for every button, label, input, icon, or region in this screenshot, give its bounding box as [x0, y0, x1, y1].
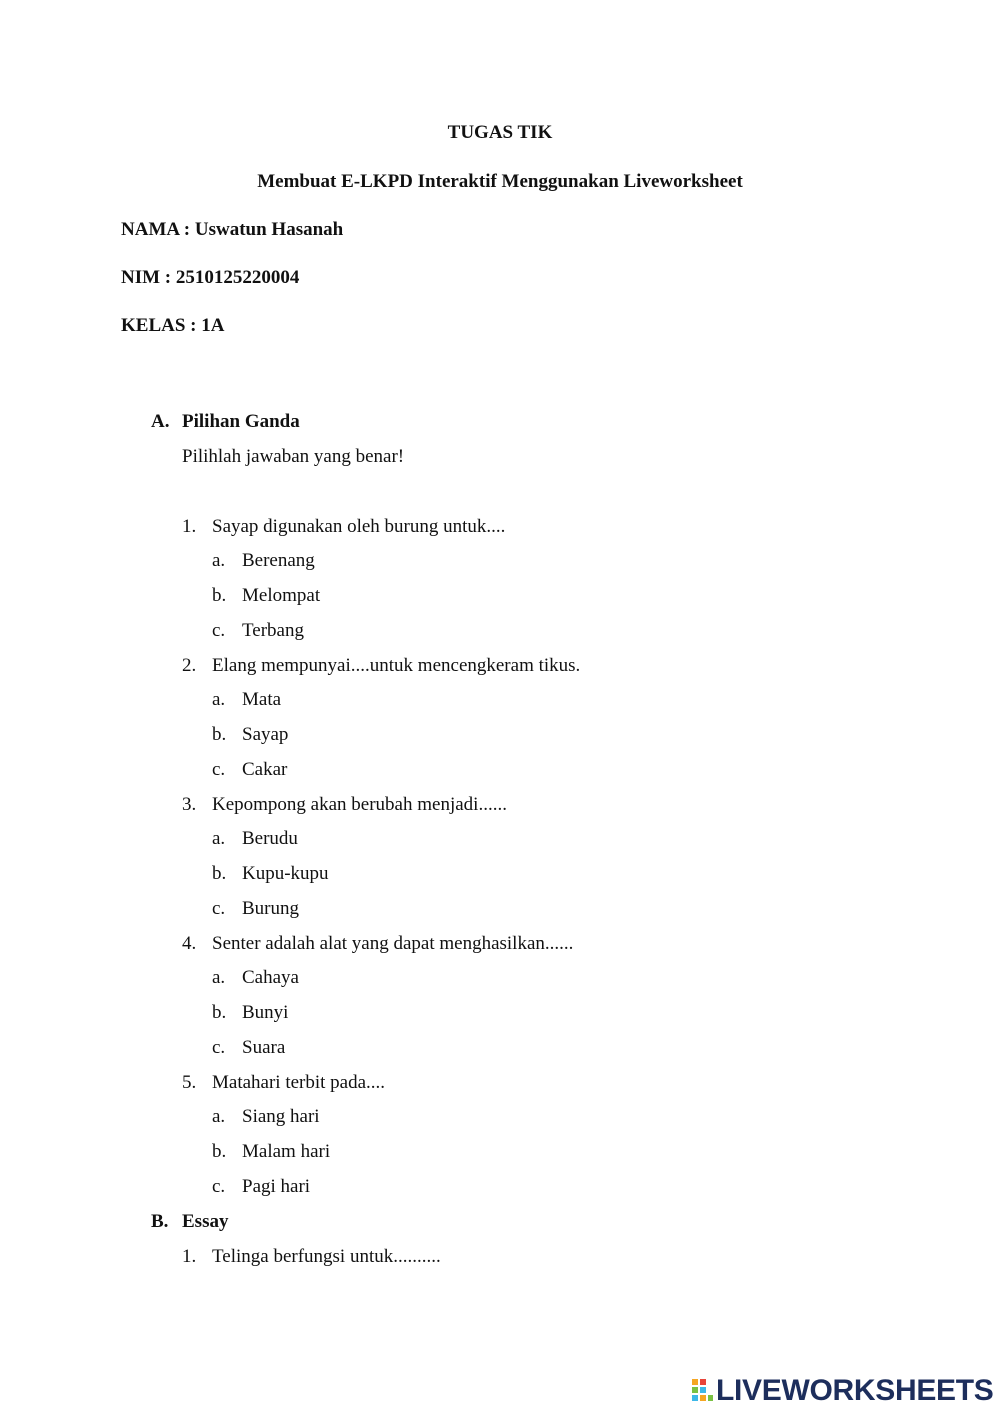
- option-text[interactable]: Siang hari: [242, 1106, 320, 1127]
- liveworksheets-logo-text: LIVEWORKSHEETS: [716, 1374, 994, 1407]
- section-b-title: Essay: [182, 1211, 229, 1232]
- option-letter: c.: [212, 620, 226, 641]
- option-text[interactable]: Sayap: [242, 724, 289, 745]
- liveworksheets-logo: [692, 1374, 994, 1408]
- option-letter: b.: [212, 1002, 227, 1023]
- question-number: 1.: [182, 516, 197, 537]
- question-number: 2.: [182, 655, 197, 676]
- option-letter: c.: [212, 1037, 226, 1058]
- section-b-marker: B.: [151, 1211, 169, 1232]
- liveworksheets-logo-icon: [692, 1377, 714, 1405]
- question-number: 4.: [182, 933, 197, 954]
- option-text[interactable]: Malam hari: [242, 1141, 331, 1162]
- option-letter: a.: [212, 550, 226, 571]
- option-letter: b.: [212, 863, 227, 884]
- option-letter: a.: [212, 967, 226, 988]
- option-letter: a.: [212, 828, 226, 849]
- option-letter: b.: [212, 724, 227, 745]
- section-a-marker: A.: [151, 411, 170, 432]
- student-name: NAMA : Uswatun Hasanah: [121, 219, 344, 240]
- option-letter: a.: [212, 1106, 226, 1127]
- student-nim: NIM : 2510125220004: [121, 267, 300, 288]
- question-text: Telinga berfungsi untuk..........: [212, 1246, 441, 1267]
- option-text[interactable]: Berenang: [242, 550, 315, 571]
- option-text[interactable]: Burung: [242, 898, 299, 919]
- student-class: KELAS : 1A: [121, 315, 225, 336]
- option-letter: c.: [212, 1176, 226, 1197]
- question-text: Senter adalah alat yang dapat menghasilkan......: [212, 933, 574, 954]
- option-letter: b.: [212, 585, 227, 606]
- option-text[interactable]: Berudu: [242, 828, 298, 849]
- option-text[interactable]: Bunyi: [242, 1002, 289, 1023]
- page-title: TUGAS TIK: [447, 122, 553, 143]
- option-text[interactable]: Terbang: [242, 620, 304, 641]
- option-text[interactable]: Cahaya: [242, 967, 299, 988]
- question-text: Kepompong akan berubah menjadi......: [212, 794, 507, 815]
- option-text[interactable]: Suara: [242, 1037, 286, 1058]
- option-text[interactable]: Cakar: [242, 759, 288, 780]
- option-letter: b.: [212, 1141, 227, 1162]
- question-number: 1.: [182, 1246, 197, 1267]
- option-text[interactable]: Pagi hari: [242, 1176, 311, 1197]
- option-letter: c.: [212, 759, 226, 780]
- section-a-instruction: Pilihlah jawaban yang benar!: [182, 446, 405, 467]
- question-text: Matahari terbit pada....: [212, 1072, 386, 1093]
- option-text[interactable]: Melompat: [242, 585, 321, 606]
- question-text: Elang mempunyai....untuk mencengkeram tikus.: [212, 655, 581, 676]
- page-subtitle: Membuat E-LKPD Interaktif Menggunakan Liveworksheet: [257, 171, 743, 192]
- option-letter: c.: [212, 898, 226, 919]
- question-number: 5.: [182, 1072, 197, 1093]
- option-text[interactable]: Kupu-kupu: [242, 863, 329, 884]
- option-text[interactable]: Mata: [242, 689, 282, 710]
- section-a-title: Pilihan Ganda: [182, 411, 300, 432]
- question-number: 3.: [182, 794, 197, 815]
- option-letter: a.: [212, 689, 226, 710]
- question-text: Sayap digunakan oleh burung untuk....: [212, 516, 506, 537]
